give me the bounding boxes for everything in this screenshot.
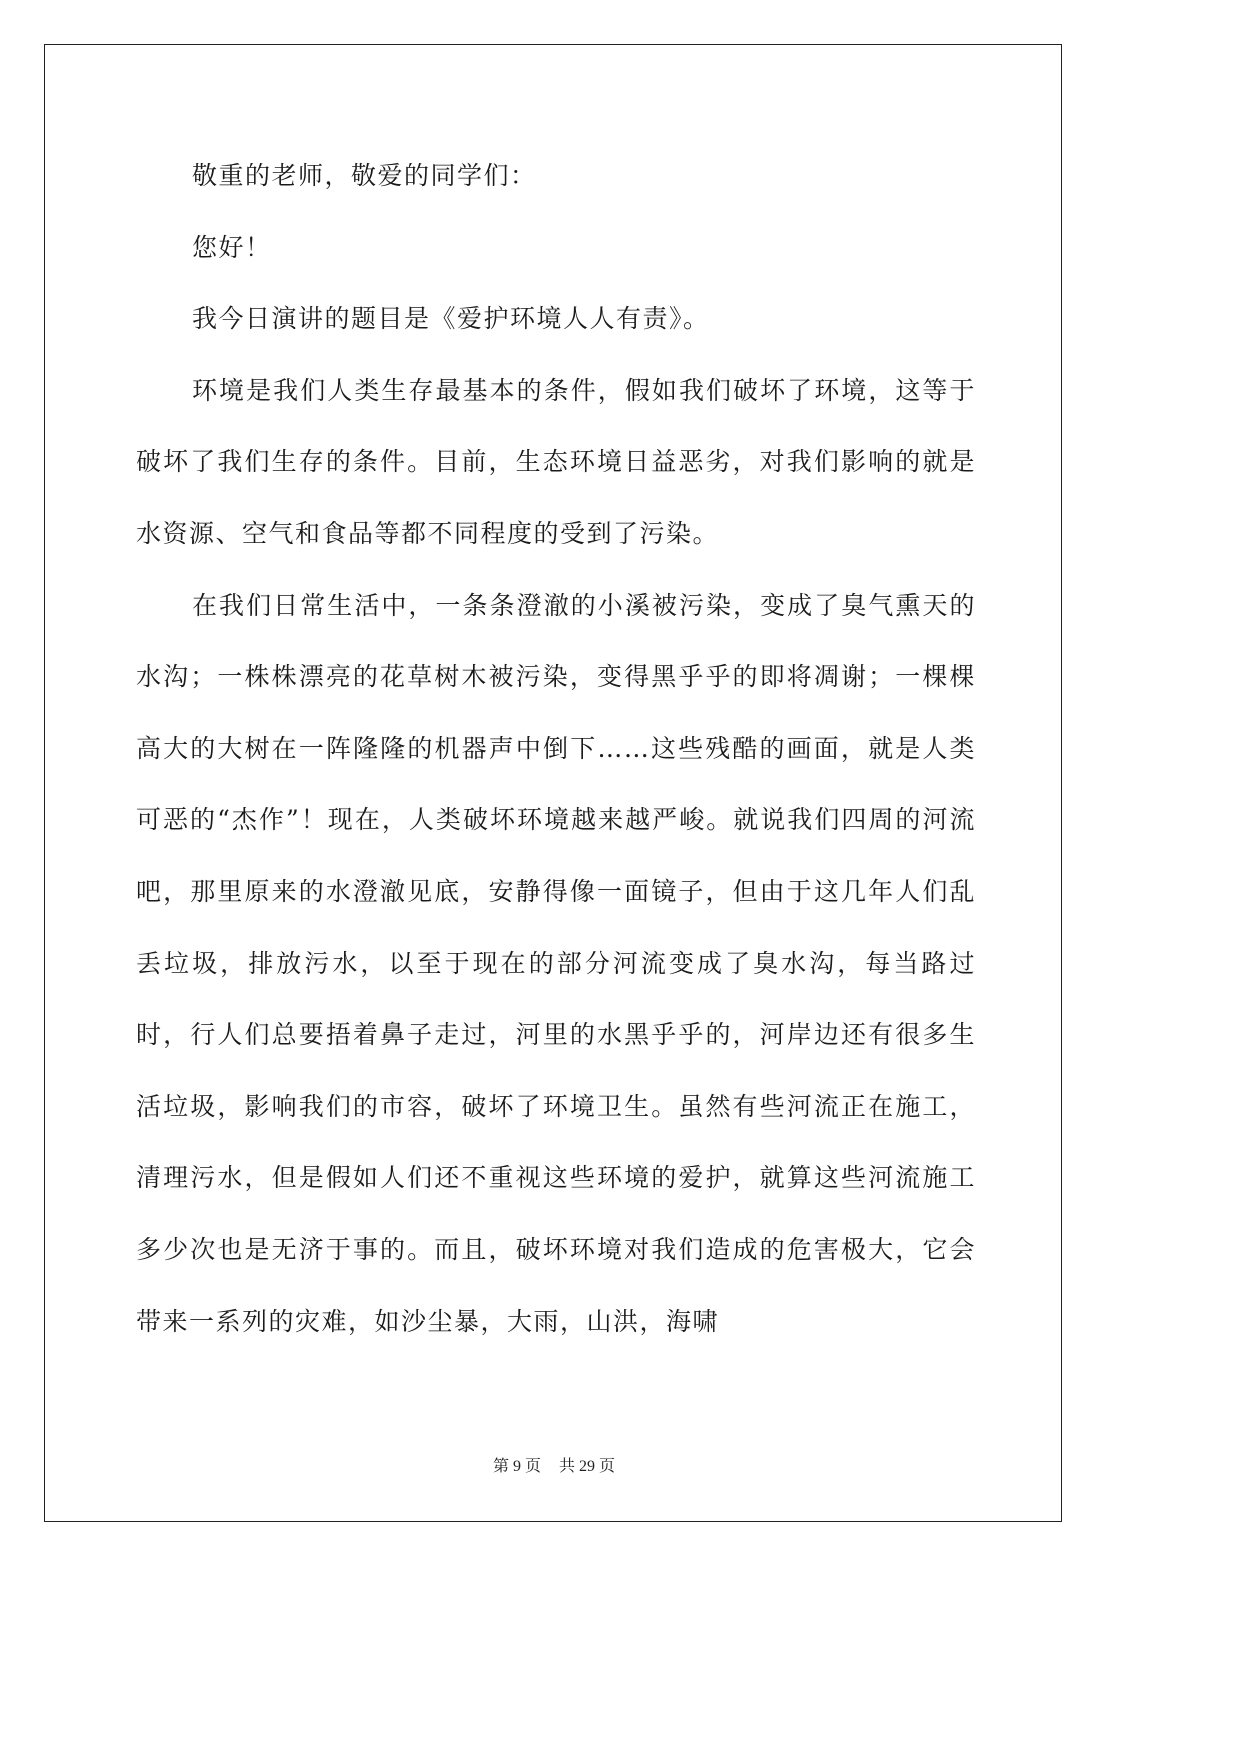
salutation: 敬重的老师，敬爱的同学们： (192, 161, 537, 190)
paragraph: 环境是我们人类生存最基本的条件，假如我们破坏了环境，这等于破坏了我们生存的条件。目前，生态环境日益恶劣，对我们影响的就是水资源、空气和食品等都不同程度的受到了污染。 (136, 375, 976, 548)
paragraph: 在我们日常生活中，一条条澄澈的小溪被污染，变成了臭气熏天的水沟；一株株漂亮的花草树木被污染，变得黑乎乎的即将凋谢；一棵棵高大的大树在一阵隆隆的机器声中倒下……这些残酷的画面，就是人类可恶的“杰作”！现在，人类破坏环境越来越严峻。就说我们四周的河流吧，那里原来的水澄澈见底，安静得像一面镜子，但由于这几年人们乱丢垃圾，排放污水，以至于现在的部分河流变成了臭水沟，每当路过时，行人们总要捂着鼻子走过，河里的水黑乎乎的，河岸边还有很多生活垃圾，影响我们的市容，破坏了环境卫生。虽然有些河流正在施工，清理污水，但是假如人们还不重视这些环境的爱护，就算这些河流施工多少次也是无济于事的。而且，破坏环境对我们造成的危害极大，它会带来一系列的灾难，如沙尘暴，大雨，山洪，海啸 (136, 590, 976, 1336)
speech-topic: 我今日演讲的题目是《爱护环境人人有责》。 (192, 304, 710, 334)
greeting: 您好！ (192, 232, 272, 262)
current-page-number: 第 9 页 (492, 1458, 541, 1475)
document-body (136, 140, 976, 1357)
page-footer (0, 1453, 1108, 1476)
total-page-count: 共 29 页 (559, 1458, 616, 1475)
